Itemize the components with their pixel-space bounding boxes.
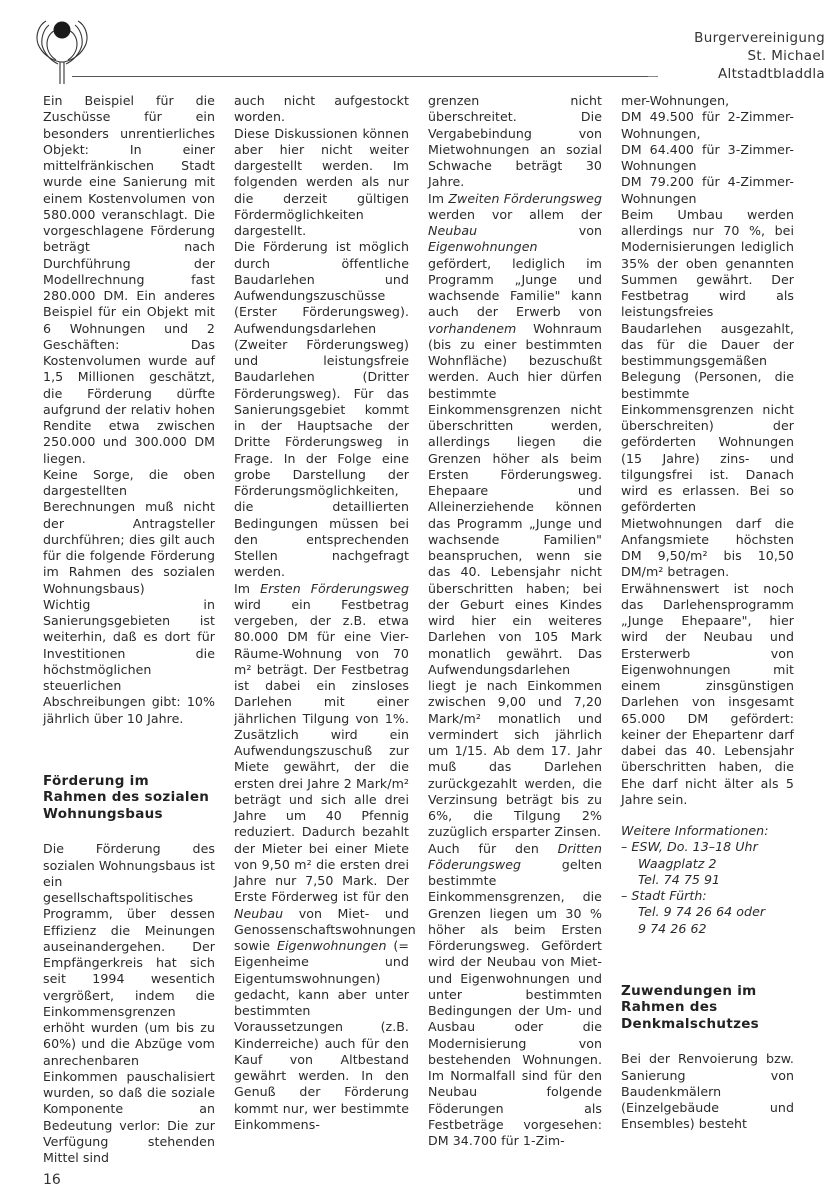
paragraph: Erwähnenswert ist noch das Darlehensprogramm „Junge Ehepaare", hier wird der Neubau und Ersterwerb von Eigenwohnungen mit einem zinsgünstigen Darlehen von insgesamt 65.000 DM gefördert: keiner der Ehepartenr darf dabei das 40. Lebensjahr überschritten haben, die Ehe darf nicht älter als 5 Jahre sein. [621, 580, 794, 807]
page-number: 16 [43, 1172, 61, 1188]
contact-phone: Tel. 74 75 91 [638, 871, 721, 887]
paragraph: Wichtig in Sanierungsgebieten ist weiterhin, daß es dort für Investitionen die höchstmöglichen steuerlichen Abschreibungen gibt: 10% jährlich über 10 Jahre. [43, 596, 215, 726]
contact-info [621, 823, 794, 937]
publication-title: Altstadtbladdla [718, 66, 825, 82]
emphasis: Neubau [428, 223, 478, 238]
list-line: DM 49.500 für 2-Zimmer-Wohnungen, [621, 109, 794, 141]
contact-city: – Stadt Fürth: [621, 888, 707, 903]
column-2 [234, 93, 416, 1133]
paragraph: Auch für den Dritten Föderungsweg gelten bestimmte Einkommensgrenzen, die Grenzen liegen um 30 % höher als beim Ersten Förderungsweg. Gefördert wird der Neubau von Miet- und Eigenwohnungen und unter bestimmten Bedingungen der Um- und Ausbau oder die Modernisierung von bestehenden Wohnungen. Im Normalfall sind für den Neubau folgende Föderungen als Festbeträge vorgesehen: DM 34.700 für 1-Zim- [428, 840, 602, 1148]
org-parish: St. Michael [747, 48, 825, 64]
paragraph: Die Förderung des sozialen Wohnungsbaus ist ein gesellschaftspolitisches Programm, über dessen Effizienz die Meinungen auseinandergehen. Der Empfängerkreis hat sich seit 1994 wesentich vergrößert, indem die Einkommensgrenzen erhöht wurden (um bis zu 60%) und die Abzüge vom anrechenbaren Einkommen pauschalisiert wurden, so daß die soziale Komponente an Bedeutung verlor: Die zur Verfügung stehenden Mittel sind [43, 841, 215, 1165]
column-3 [428, 93, 602, 1149]
paragraph: Ein Beispiel für die Zuschüsse für ein besonders unrentierliches Objekt: In einer mittelfränkischen Stadt wurde eine Sanierung mit einem Kostenvolumen von 580.000 veranschlagt. Die vorgeschlagene Förderung beträgt nach Durchführung der Modellrechnung fast 280.000 DM. Ein anderes Beispiel für ein Objekt mit 6 Wohnungen und 2 Geschäften: Das Kostenvolumen wurde auf 1,5 Millionen geschätzt, die Förderung dürfte aufgrund der relativ hohen Rendite etwa zwischen 250.000 und 300.000 DM liegen. [43, 93, 215, 466]
paragraph: Keine Sorge, die oben dargestellten Berechnungen muß nicht der Antragsteller durchführen; dies gilt auch für die folgende Förderung im Rahmen des sozialen Wohnungsbaus) [43, 466, 215, 596]
emphasis: Neubau [234, 905, 284, 921]
emphasis: Eigenwohnungen [428, 239, 538, 255]
contact-phone: Tel. 9 74 26 64 oder [638, 904, 766, 920]
paragraph: Im Ersten Förderungsweg wird ein Festbetrag vergeben, der z.B. etwa 80.000 DM für eine Vier-Räume-Wohnung von 70 m² beträgt. Der Festbetrag ist dabei ein zinsloses Darlehen mit einer jährlichen Tilgung von 1%. Zusätzlich wird ein Aufwendungszuschuß zur Miete gewährt, der die ersten drei Jahre 2 Mark/m² beträgt und sich alle drei Jahre um 40 Pfennig reduziert. Dadurch bezahlt der Mieter bei einer Miete von 9,50 m² die ersten drei Jahre nur 7,50 Mark. Der Erste Förderweg ist für den Neubau von Miet- und Genossenschaftswohnungen sowie Eigenwohnungen (= Eigenheime und Eigentumswohnungen) gedacht, kann aber unter bestimmten Voraussetzungen (z.B. Kinderreiche) auch für den Kauf von Altbestand gewährt werden. In den Genuß der Förderung kommt nur, wer bestimmte Einkommens- [234, 580, 416, 1132]
paragraph: auch nicht aufgestockt worden. [234, 93, 409, 125]
section-heading: Förderung im Rahmen des sozialen Wohnungsbaus [43, 772, 210, 822]
paragraph: Im Zweiten Förderungsweg werden vor allem der Neubau von Eigenwohnungen gefördert, lediglich im Programm „Junge und wachsende Familie" kann auch der Erwerb von vorhandenem Wohnraum (bis zu einer bestimmten Wohnfläche) bezuschußt werden. Auch hier dürfen bestimmte Einkommensgrenzen nicht überschritten werden, allerdings liegen die Grenzen höher als beim Ersten Förderungsweg. Ehepaare und Alleinerziehende können das Programm „Junge und wachsende Familien" beanspruchen, wenn sie das 40. Lebensjahr nicht überschritten haben; bei der Geburt eines Kindes wird hier ein weiteres Darlehen von 105 Mark monatlich gewährt. Das Aufwendungsdarlehen liegt je nach Einkommen zwischen 9,00 und 7,20 Mark/m² monatlich und vermindert sich jährlich um 1/15. Ab dem 17. Jahr muß das Darlehen zurückgezahlt werden, die Verzinsung beträgt bis zu 6%, die Tilgung 2% zuzüglich ersparter Zinsen. [428, 190, 602, 840]
column-1 [43, 93, 215, 1166]
emphasis: Ersten Förderungsweg [260, 580, 409, 596]
contact-esw: – ESW, Do. 13–18 Uhr [621, 839, 758, 855]
emphasis: Zweiten Förderungsweg [448, 190, 602, 206]
list-line: DM 64.400 für 3-Zimmer-Wohnungen [621, 141, 794, 173]
list-line: mer-Wohnungen, [621, 93, 730, 108]
contact-phone: 9 74 26 62 [638, 920, 707, 936]
list-line: DM 79.200 für 4-Zimmer-Wohnungen [621, 174, 794, 206]
masthead [694, 29, 825, 83]
org-name: Burgervereinigung [694, 30, 825, 46]
paragraph: Die Förderung ist möglich durch öffentliche Baudarlehen und Aufwendungszuschüsse (Erster Förderungsweg). Aufwendungsdarlehen (Zweiter Förderungsweg) und leistungsfreie Baudarlehen (Dritter Förderungsweg). Für das Sanierungsgebiet kommt in der Hauptsache der Dritte Förderungsweg in Frage. In der Folge eine grobe Darstellung der Förderungsmöglichkeiten, die detaillierten Bedingungen müssen bei den entsprechenden Stellen nachgefragt werden. [234, 239, 409, 580]
emphasis: Dritten Föderungsweg [428, 840, 602, 872]
header-rule-end [648, 76, 658, 77]
emphasis: vorhandenem [428, 320, 517, 336]
paragraph: Bei der Renvoierung bzw. Sanierung von Baudenkmälern (Einzelgebäude und Ensembles) besteht [621, 1051, 794, 1132]
contact-address: Waagplatz 2 [638, 855, 717, 871]
section-heading: Zuwendungen im Rahmen des Denkmalschutzes [621, 982, 760, 1032]
paragraph: Diese Diskussionen können aber hier nicht weiter dargestellt werden. Im folgenden werden als nur die derzeit gültigen Fördermöglichkeiten dargestellt. [234, 125, 409, 238]
emphasis: Eigenwohnungen [276, 938, 387, 953]
paragraph: grenzen nicht überschreitet. Die Vergabebindung von Mietwohnungen an sozial Schwache beträgt 30 Jahre. [428, 93, 602, 190]
column-4 [621, 93, 794, 1133]
paragraph: Beim Umbau werden allerdings nur 70 %, bei Modernisierungen lediglich 35% der oben genannten Summen gewährt. Der Festbetrag wird als leistungsfreies Baudarlehen ausgezahlt, das für die Dauer der bestimmungsgemäßen Belegung (Personen, die bestimmte Einkommensgrenzen nicht überschreiten) der geförderten Wohnungen (15 Jahre) zins- und tilgungsfrei ist. Danach wird es erlassen. Bei so geförderten Mietwohnungen darf die Anfangsmiete höchsten DM 9,50/m² bis 10,50 DM/m² betragen. [621, 206, 794, 580]
header-rule [72, 76, 650, 77]
contact-title: Weitere Informationen: [621, 823, 769, 838]
